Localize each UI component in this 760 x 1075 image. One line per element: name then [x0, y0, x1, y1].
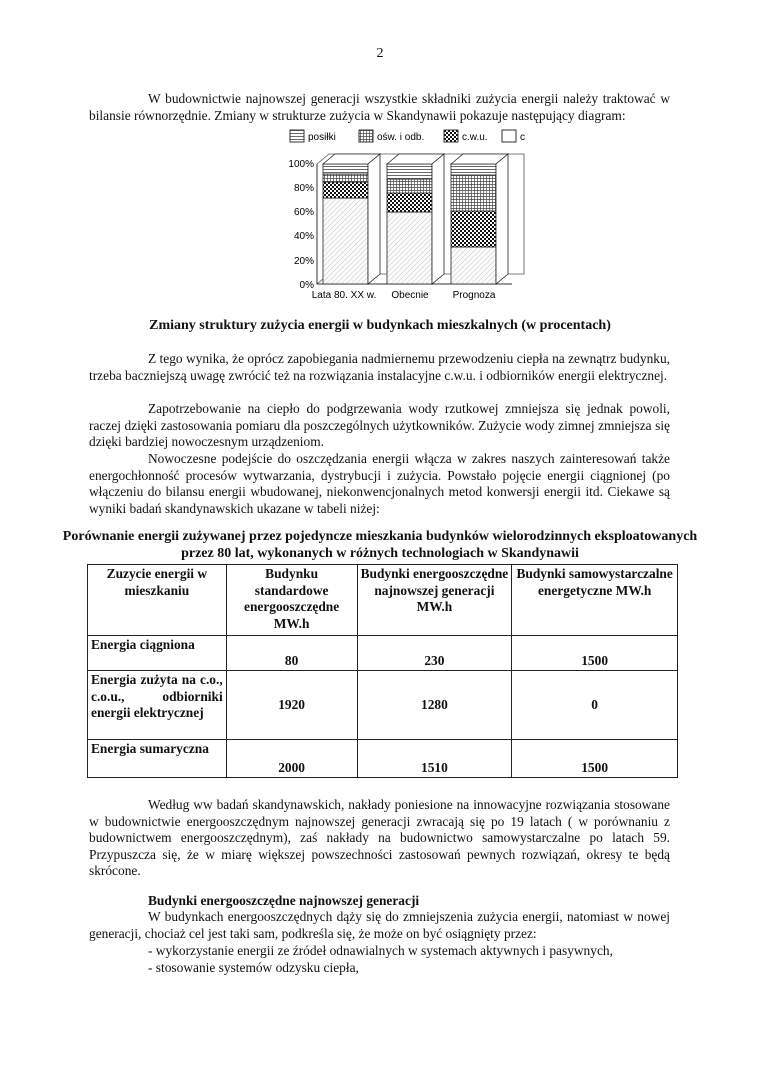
- list-item: - wykorzystanie energii ze źródeł odnawialnych w systemach aktywnych i pasywnych,: [148, 943, 613, 958]
- svg-text:40%: 40%: [293, 231, 314, 242]
- chart-legend: [290, 130, 525, 143]
- stacked-bar-chart: [284, 126, 530, 314]
- legend-osw: ośw. i odb.: [377, 132, 425, 143]
- section-heading: Budynki energooszczędne najnowszej generacji: [148, 893, 420, 908]
- header-cell: Budynki energooszczędne najnowszej generacji MW.h: [357, 565, 512, 636]
- cell-value: 1280: [357, 671, 512, 740]
- cell-value: 1500: [512, 740, 678, 778]
- table-title: Porównanie energii zużywanej przez pojedyncze mieszkania budynków wielorodzinnych eksploatowanych przez 80 lat, wykonanych w różnych technologiach w Skandynawii: [62, 529, 698, 561]
- cell-value: 0: [512, 671, 678, 740]
- cell-value: 2000: [226, 740, 357, 778]
- legend-c: c: [520, 132, 525, 143]
- table-header-row: [88, 565, 678, 636]
- row-label: Energia ciągniona: [88, 636, 227, 671]
- paragraph-2: Zapotrzebowanie na ciepło do podgrzewania wody rzutkowej zmniejsza się jednak powoli, raczej dzięki zastosowania pomiaru dla poszczególnych użytkowników. Zużycie wody zimnej zmniejsza się dzięki bardziej nowoczesnym urządzeniom.: [89, 401, 670, 450]
- chart-caption: Zmiany struktury zużycia energii w budynkach mieszkalnych (w procentach): [149, 318, 611, 333]
- header-cell: Budynku standardowe energooszczędne MW.h: [226, 565, 357, 636]
- header-cell: Budynki samowystarczalne energetyczne MW.h: [512, 565, 678, 636]
- svg-text:Obecnie: Obecnie: [391, 290, 429, 301]
- energy-comparison-table: [87, 564, 678, 778]
- svg-text:80%: 80%: [293, 183, 314, 194]
- table-row: [88, 671, 678, 740]
- cell-value: 80: [226, 636, 357, 671]
- table-row: [88, 740, 678, 778]
- cell-value: 230: [357, 636, 512, 671]
- paragraph-3: Nowoczesne podejście do oszczędzania energii włącza w zakres naszych zainteresowań także energochłonność procesów wytwarzania, dystrybucji i zużycia. Powstało pojęcie energii ciągnionej (po włączeniu do bilansu energii wbudowanej, niekonwencjonalnych metod konwersji energii itd. Ciekawe są wyniki badań skandynawskich ukazane w tabeli niżej:: [89, 451, 670, 516]
- table-row: [88, 636, 678, 671]
- header-cell: Zuzycie energii w mieszkaniu: [88, 565, 227, 636]
- row-label: Energia sumaryczna: [88, 740, 227, 778]
- legend-cwu: c.w.u.: [462, 132, 488, 143]
- legend-posilki: posiłki: [308, 132, 336, 143]
- intro-text: W budownictwie najnowszej generacji wszystkie składniki zużycia energii należy traktować w bilansie równorzędnie. Zmiany w strukturze zużycia w Skandynawii pokazuje następujący diagram:: [89, 91, 670, 123]
- list-item: - stosowanie systemów odzysku ciepła,: [148, 960, 359, 975]
- cell-value: 1920: [226, 671, 357, 740]
- page-number: 2: [376, 46, 384, 61]
- svg-text:Prognoza: Prognoza: [452, 290, 496, 301]
- after-table-paragraph: Według ww badań skandynawskich, nakłady poniesione na innowacyjne rozwiązania stosowane w budownictwie energooszczędnym najnowszej generacji zwracają się po 19 latach ( w porównaniu z budownictwem energooszczędnym), zaś nakłady na budownictwo samowystarczalne po latach 59. Przypuszcza się, że w miarę większej powszechności zastosowań pewnych rozwiązań, okresy te będą skrócone.: [89, 797, 670, 879]
- intro-paragraph: [89, 91, 670, 124]
- cell-value: 1500: [512, 636, 678, 671]
- row-label: Energia zużyta na c.o., c.o.u., odbiorniki energii elektrycznej: [88, 671, 227, 740]
- section-paragraph: W budynkach energooszczędnych dąży się do zmniejszenia zużycia energii, natomiast w nowej generacji, chociaż cel jest taki sam, podkreśla się, że może on być osiągnięty przez:: [89, 909, 670, 941]
- cell-value: 1510: [357, 740, 512, 778]
- bars: [323, 154, 508, 284]
- paragraph-1: Z tego wynika, że oprócz zapobiegania nadmiernemu przewodzeniu ciepła na zewnątrz budynku, trzeba baczniejszą uwagę zwrócić też na rozwiązania instalacyjne c.w.u. i odbiorników energii elektrycznej.: [89, 351, 670, 383]
- y-axis-labels: [288, 159, 314, 291]
- svg-text:0%: 0%: [299, 280, 314, 291]
- svg-text:20%: 20%: [293, 256, 314, 267]
- x-axis-labels: [312, 290, 496, 301]
- svg-text:60%: 60%: [293, 207, 314, 218]
- svg-text:100%: 100%: [288, 159, 314, 170]
- svg-text:Lata 80. XX w.: Lata 80. XX w.: [311, 290, 377, 301]
